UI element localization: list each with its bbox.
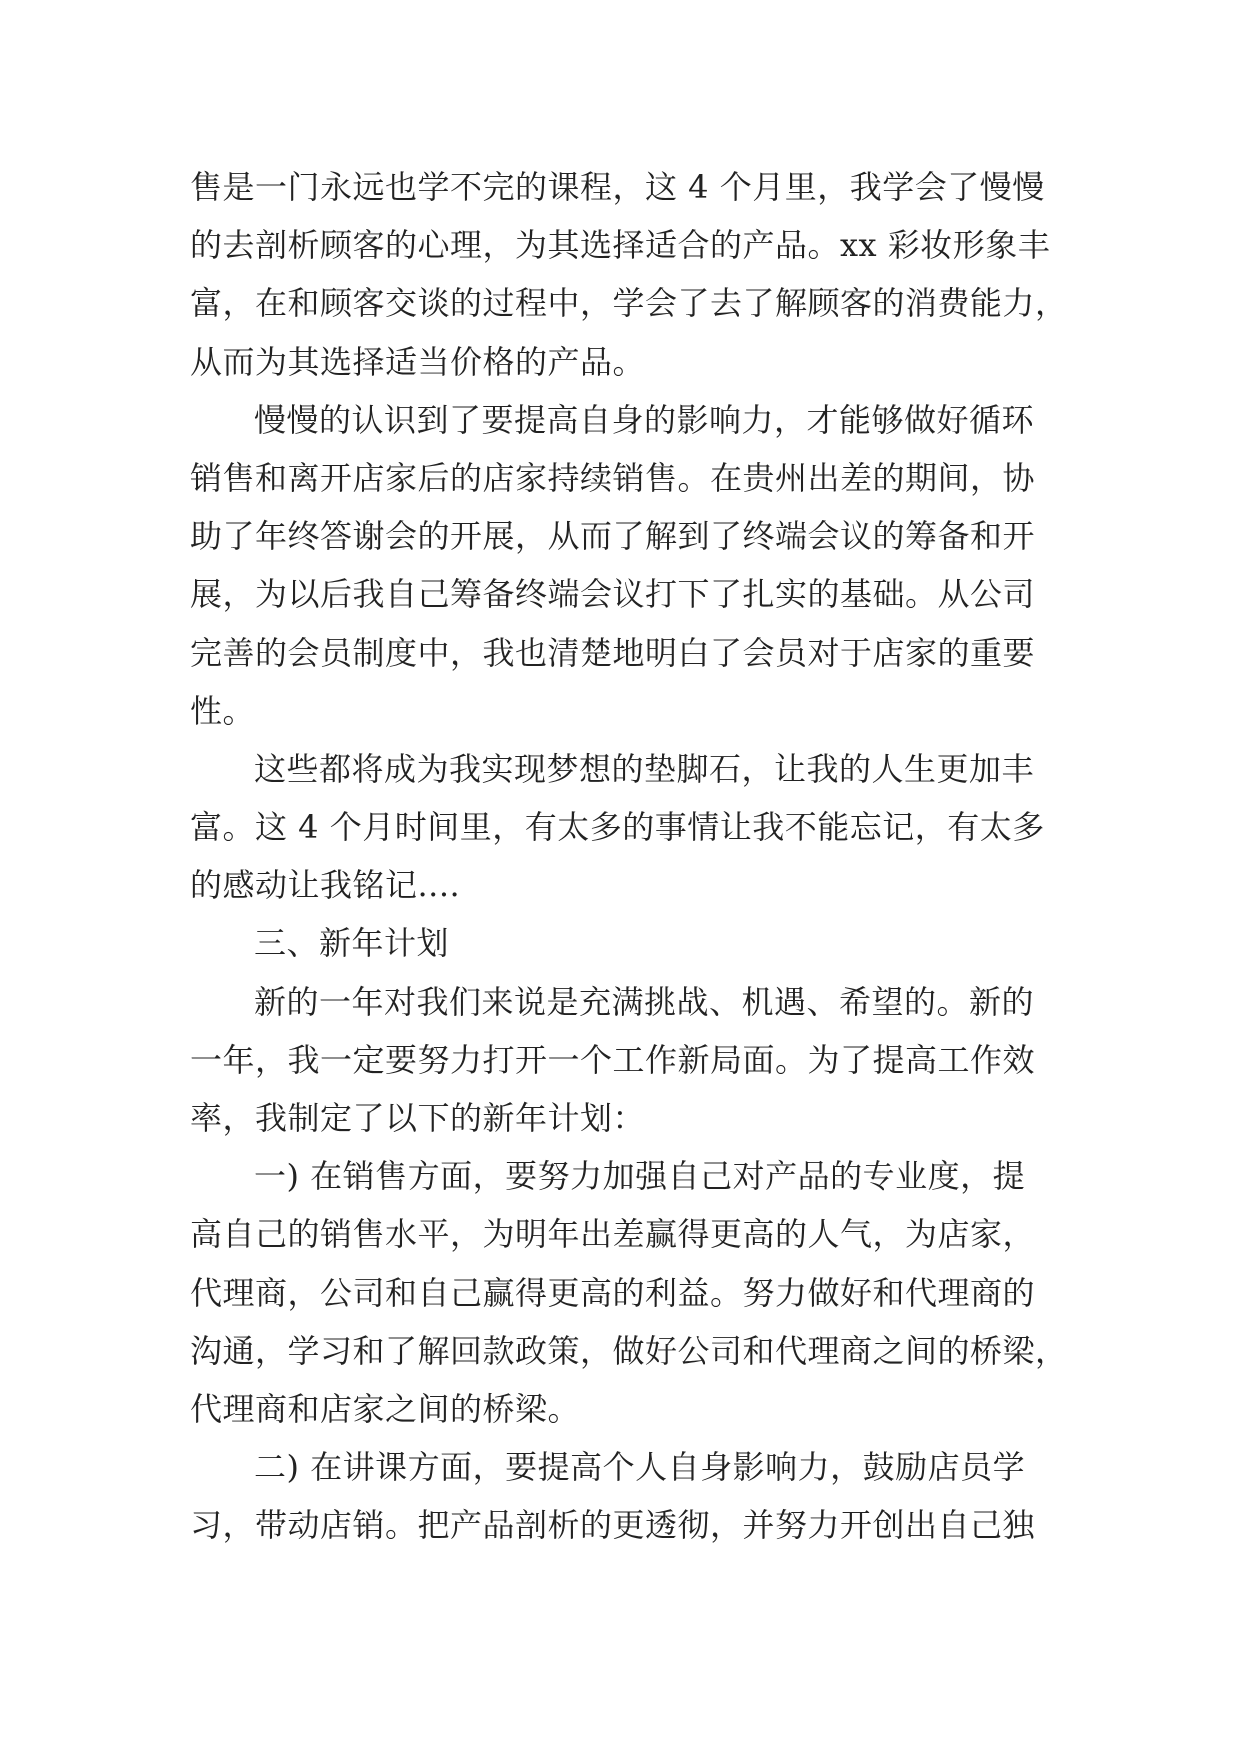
paragraph-line: 完善的会员制度中，我也清楚地明白了会员对于店家的重要 (190, 633, 1036, 672)
paragraph-line: 习，带动店销。把产品剖析的更透彻，并努力开创出自己独 (190, 1506, 1036, 1545)
paragraph-first-line: 二) 在讲课方面，要提高个人自身影响力，鼓励店员学 (254, 1448, 1026, 1487)
paragraph-line: 性。 (190, 691, 256, 730)
paragraph-line: 富。这 4 个月时间里，有太多的事情让我不能忘记，有太多 (190, 808, 1045, 847)
paragraph-line: 售是一门永远也学不完的课程，这 4 个月里，我学会了慢慢 (190, 168, 1045, 206)
paragraph-line: 代理商和店家之间的桥梁。 (190, 1389, 581, 1428)
document-body (190, 158, 1068, 1555)
paragraph-line: 的感动让我铭记.... (190, 866, 461, 905)
paragraph-line: 率，我制定了以下的新年计划： (190, 1099, 646, 1137)
paragraph-line: 的去剖析顾客的心理，为其选择适合的产品。xx 彩妆形象丰 (190, 226, 1051, 265)
paragraph-line: 富，在和顾客交谈的过程中，学会了去了解顾客的消费能力， (190, 284, 1068, 323)
paragraph-line: 从而为其选择适当价格的产品。 (190, 342, 646, 381)
paragraph-line: 代理商，公司和自己赢得更高的利益。努力做好和代理商的 (190, 1273, 1036, 1312)
paragraph-line: 展，为以后我自己筹备终端会议打下了扎实的基础。从公司 (190, 575, 1036, 614)
paragraph-line: 一年，我一定要努力打开一个工作新局面。为了提高工作效 (190, 1040, 1036, 1079)
paragraph-line: 销售和离开店家后的店家持续销售。在贵州出差的期间，协 (190, 458, 1036, 497)
paragraph-first-line: 三、新年计划 (254, 924, 450, 963)
paragraph-first-line: 慢慢的认识到了要提高自身的影响力，才能够做好循环 (254, 400, 1035, 439)
paragraph-line: 助了年终答谢会的开展，从而了解到了终端会议的筹备和开 (190, 517, 1036, 556)
paragraph-line: 沟通，学习和了解回款政策，做好公司和代理商之间的桥梁， (190, 1331, 1068, 1370)
paragraph-line: 高自己的销售水平，为明年出差赢得更高的人气，为店家， (190, 1215, 1036, 1254)
paragraph-first-line: 这些都将成为我实现梦想的垫脚石，让我的人生更加丰 (254, 749, 1035, 788)
paragraph-first-line: 新的一年对我们来说是充满挑战、机遇、希望的。新的 (254, 982, 1035, 1021)
paragraph-first-line: 一) 在销售方面，要努力加强自己对产品的专业度，提 (254, 1157, 1026, 1196)
